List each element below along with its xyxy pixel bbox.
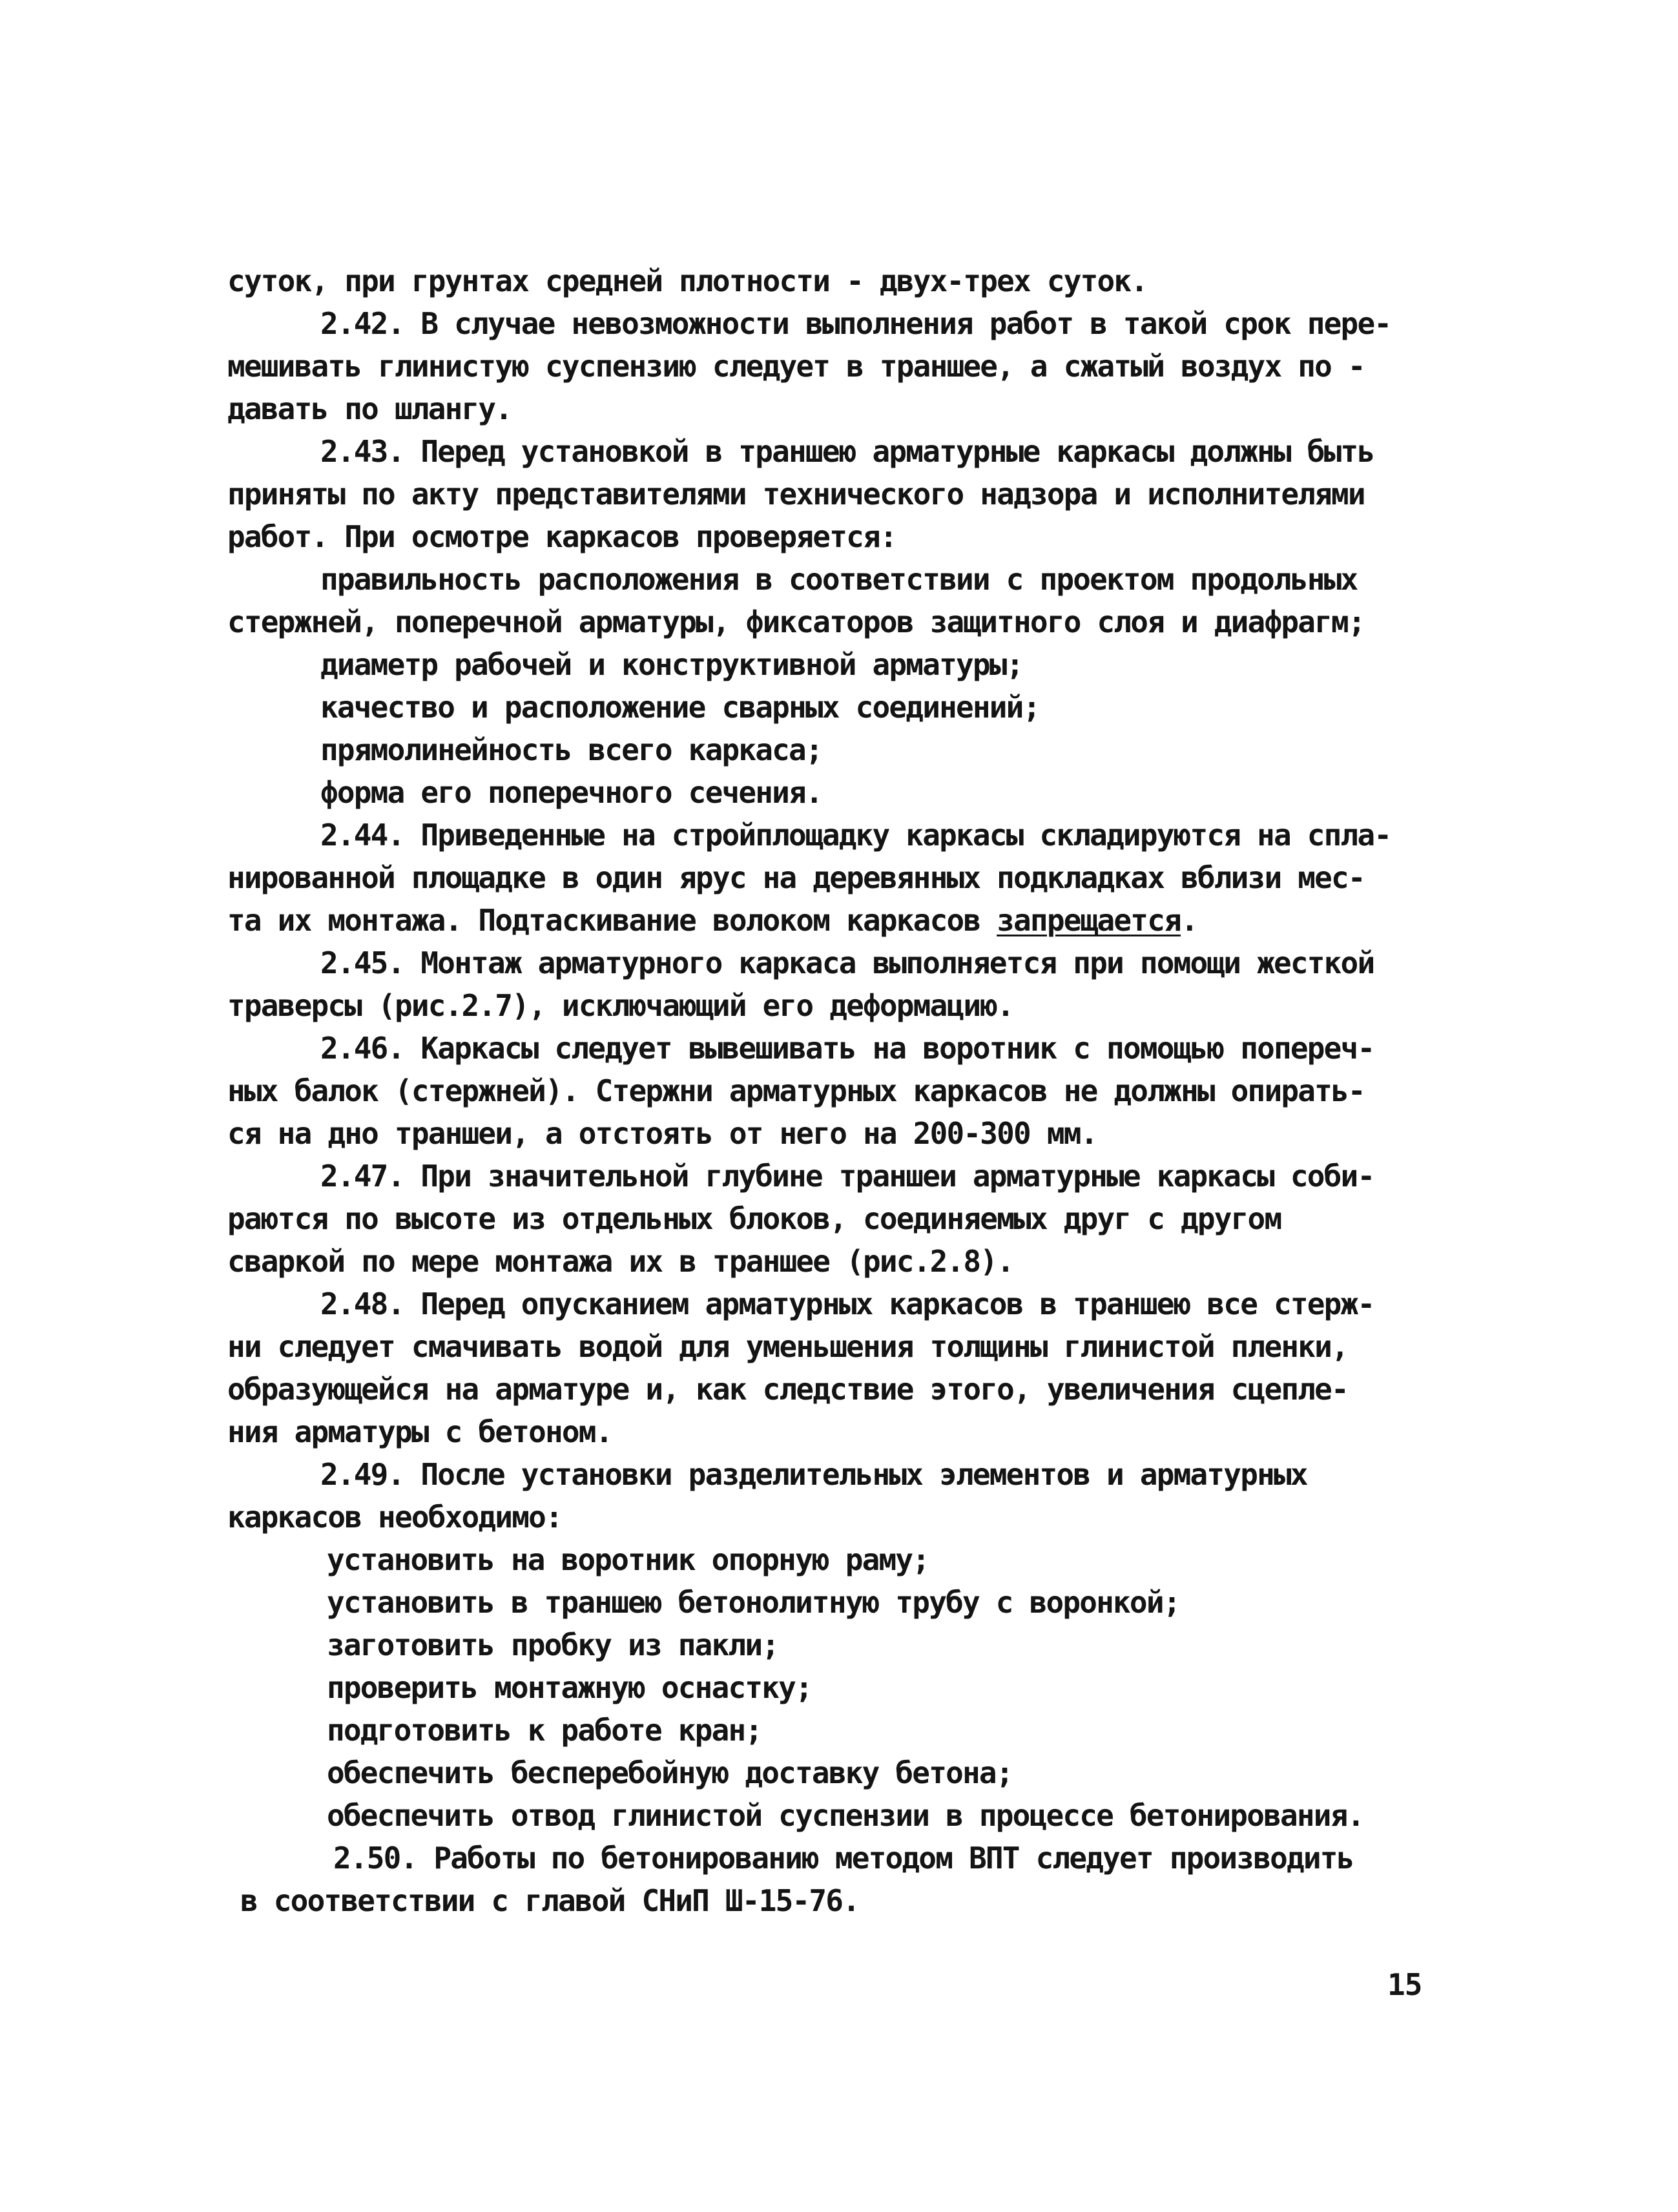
list-item: правильность расположения в соответствии с проектом продольных	[320, 562, 1358, 597]
text-line: раются по высоте из отдельных блоков, соединяемых друг с другом	[227, 1201, 1281, 1236]
text-line: давать по шлангу.	[227, 391, 512, 426]
text-line: образующейся на арматуре и, как следствие этого, увеличения сцепле-	[227, 1372, 1348, 1407]
text-line: ся на дно траншеи, а отстоять от него на 200-300 мм.	[227, 1116, 1097, 1151]
text-line: ния арматуры с бетоном.	[227, 1414, 612, 1449]
paragraph-2-49: 2.49. После установки разделительных элементов и арматурных	[320, 1457, 1307, 1492]
paragraph-2-46: 2.46. Каркасы следует вывешивать на воротник с помощью попереч-	[320, 1031, 1374, 1066]
list-item: установить в траншею бетонолитную трубу с воронкой;	[327, 1585, 1180, 1620]
paragraph-2-48: 2.48. Перед опусканием арматурных каркасов в траншею все стерж-	[320, 1287, 1374, 1321]
paragraph-2-44: 2.44. Приведенные на стройплощадку каркасы складируются на спла-	[320, 818, 1391, 853]
text-span: та их монтажа. Подтаскивание волоком каркасов	[227, 903, 997, 938]
text-line: работ. При осмотре каркасов проверяется:	[227, 519, 896, 554]
list-item: заготовить пробку из пакли;	[327, 1628, 779, 1662]
text-line: стержней, поперечной арматуры, фиксаторов защитного слоя и диафрагм;	[227, 605, 1365, 639]
text-line: каркасов необходимо:	[227, 1500, 562, 1535]
text-line: в соответствии с главой СНиП Ш-15-76.	[240, 1883, 860, 1918]
text-line: ных балок (стержней). Стержни арматурных каркасов не должны опирать-	[227, 1073, 1365, 1108]
text-line: нированной площадке в один ярус на деревянных подкладках вблизи мес-	[227, 860, 1365, 895]
paragraph-2-50: 2.50. Работы по бетонированию методом ВПТ следует производить	[333, 1841, 1354, 1876]
list-item: обеспечить бесперебойную доставку бетона;	[327, 1755, 1013, 1790]
page-number: 15	[1387, 1967, 1422, 2002]
list-item: обеспечить отвод глинистой суспензии в процессе бетонирования.	[327, 1798, 1364, 1833]
list-item: прямолинейность всего каркаса;	[320, 732, 822, 767]
text-line: траверсы (рис.2.7), исключающий его деформацию.	[227, 988, 1014, 1023]
list-item: проверить монтажную оснастку;	[327, 1670, 812, 1705]
list-item: установить на воротник опорную раму;	[327, 1542, 929, 1577]
paragraph-2-43: 2.43. Перед установкой в траншею арматурные каркасы должны быть	[320, 434, 1374, 469]
text-line: приняты по акту представителями технического надзора и исполнителями	[227, 477, 1365, 512]
text-line	[227, 899, 1197, 942]
paragraph-2-42: 2.42. В случае невозможности выполнения работ в такой срок пере-	[320, 306, 1391, 341]
list-item: качество и расположение сварных соединений;	[320, 690, 1040, 725]
text-line: ни следует смачивать водой для уменьшения толщины глинистой пленки,	[227, 1329, 1348, 1364]
list-item: подготовить к работе кран;	[327, 1713, 762, 1748]
text-line: сваркой по мере монтажа их в траншее (рис.2.8).	[227, 1244, 1014, 1279]
text-line: мешивать глинистую суспензию следует в траншее, а сжатый воздух по -	[227, 349, 1365, 384]
paragraph-2-45: 2.45. Монтаж арматурного каркаса выполняется при помощи жесткой	[320, 946, 1374, 980]
paragraph-2-47: 2.47. При значительной глубине траншеи арматурные каркасы соби-	[320, 1159, 1374, 1194]
text-line: суток, при грунтах средней плотности - двух-трех суток.	[227, 264, 1148, 298]
underlined-word: запрещается	[997, 903, 1181, 938]
text-span: .	[1180, 903, 1197, 938]
list-item: диаметр рабочей и конструктивной арматуры;	[320, 647, 1023, 682]
list-item: форма его поперечного сечения.	[320, 775, 822, 810]
